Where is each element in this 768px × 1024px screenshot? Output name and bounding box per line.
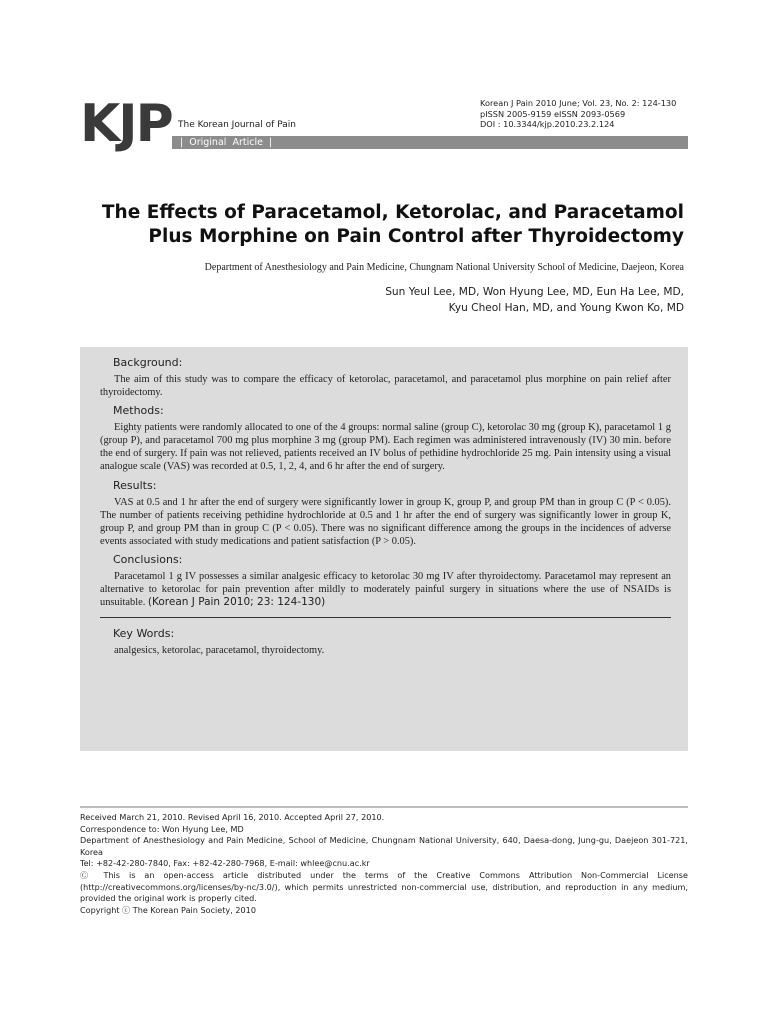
conclusions-citation: (Korean J Pain 2010; 23: 124-130) [147,596,326,609]
methods-text: Eighty patients were randomly allocated to one of the 4 groups: normal saline (group C), ketorolac 30 mg (group K), paracetamol 1 g (group P), and paracetamol 700 mg plus morphine 3 mg (group PM). Each regimen was administered intravenously (IV) 30 min. before the end of surgery. If pain was not relieved, patients received an IV bolus of pethidine hydrochloride 25 mg. Pain intensity using a visual analogue scale (VAS) was recorded at 0.5, 1, 2, 4, and 6 hr after the end of surgery. [100,422,671,473]
contact-info: Tel: +82-42-280-7840, Fax: +82-42-280-7968, E-mail: whlee@cnu.ac.kr [80,858,370,869]
background-heading: Background: [113,356,183,369]
conclusions-paragraph [100,570,671,609]
license-notice: Ⓒ This is an open-access article distributed under the terms of the Creative Commons Attribution Non-Commercial License (http://creativecommons.org/licenses/by-nc/3.0/), which permits unrestricted non-commercial use, distribution, and reproduction in any medium, provided the original work is properly cited. [80,869,688,904]
affiliation: Department of Anesthesiology and Pain Medicine, Chungnam National University School of Medicine, Daejeon, Korea [204,262,684,273]
authors-line: Sun Yeul Lee, MD, Won Hyung Lee, MD, Eun Ha Lee, MD, [385,286,684,298]
abstract-box [80,347,688,751]
citation-line: Korean J Pain 2010 June; Vol. 23, No. 2: 124-130 [480,98,677,108]
authors [184,284,684,316]
article-title: The Effects of Paracetamol, Ketorolac, and Paracetamol Plus Morphine on Pain Control after Thyroidectomy [101,202,684,247]
article-type-label: | Original Article | [180,137,273,148]
logo-text: KJP [80,94,172,154]
footer-divider [80,806,688,808]
footer [80,812,688,916]
journal-name: The Korean Journal of Pain [178,120,296,130]
copyright: Copyright ⓒ The Korean Pain Society, 2010 [80,904,256,915]
citation-block [480,98,676,130]
correspondence-address: Department of Anesthesiology and Pain Medicine, School of Medicine, Chungnam National University, 640, Daesa-dong, Jung-gu, Daejeon 301-721, Korea [80,835,688,857]
results-heading: Results: [113,478,157,492]
received-dates: Received March 21, 2010. Revised April 16, 2010. Accepted April 27, 2010. [80,812,385,822]
issn-line: pISSN 2005-9159 eISSN 2093-0569 [480,108,626,119]
keywords-heading: Key Words: [113,627,175,641]
abstract-divider [100,617,671,618]
keywords-text: analgesics, ketorolac, paracetamol, thyroidectomy. [114,645,325,657]
results-text: VAS at 0.5 and 1 hr after the end of surgery were significantly lower in group K, group P, and group PM than in group C (P < 0.05). The number of patients receiving pethidine hydrochloride at 0.5 and 1 hr after the end of surgery was significantly lower in group K, group P, and group PM than in group C (P < 0.05). There was no significant difference among the groups in the incidences of adverse events associated with study medications and patient satisfaction (P > 0.05). [100,496,671,547]
doi-line: DOI : 10.3344/kjp.2010.23.2.124 [480,119,615,129]
conclusions-text: Paracetamol 1 g IV possesses a similar analgesic efficacy to ketorolac 30 mg IV after thyroidectomy. Paracetamol may represent an alternative to ketorolac for pain prevention after mildly to moderately painful surgery in situations where the use of NSAIDs is unsuitable. [100,570,671,609]
background-text: The aim of this study was to compare the efficacy of ketorolac, paracetamol, and paracetamol plus morphine on pain relief after thyroidectomy. [100,374,671,399]
methods-heading: Methods: [113,404,164,418]
authors-line: Kyu Cheol Han, MD, and Young Kwon Ko, MD [448,302,684,314]
conclusions-heading: Conclusions: [113,552,183,566]
correspondence: Correspondence to: Won Hyung Lee, MD [80,823,244,834]
